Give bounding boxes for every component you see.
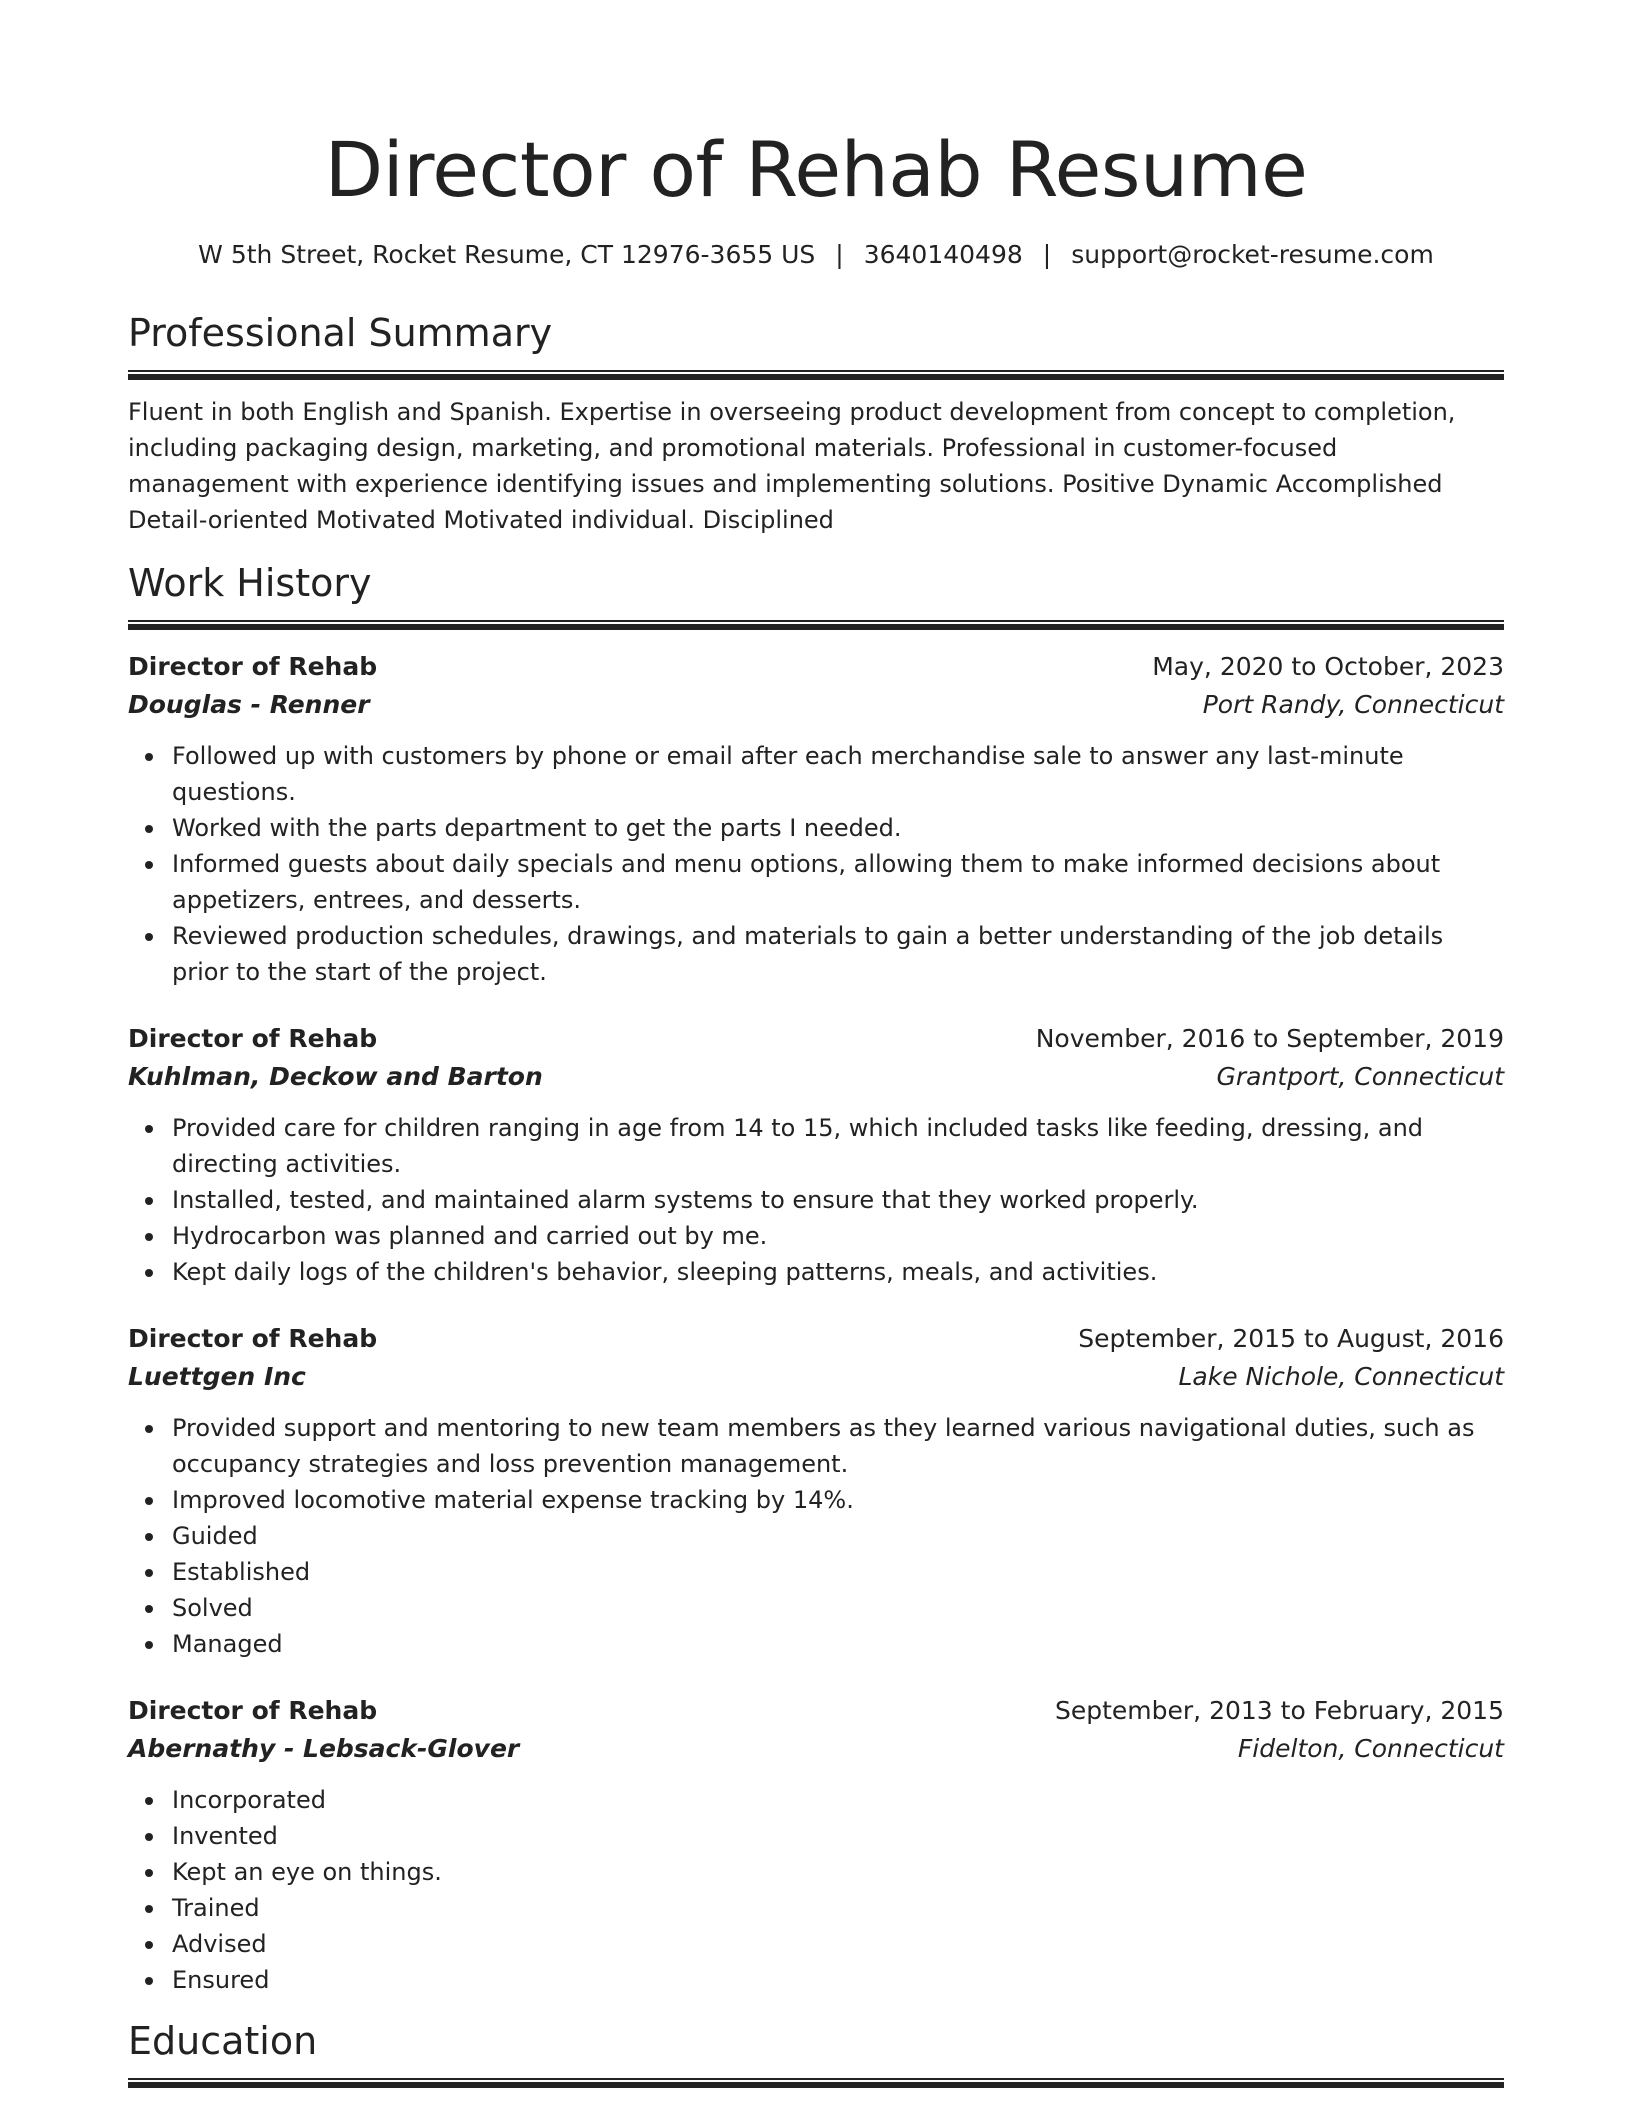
list-item: Invented — [172, 1818, 1504, 1854]
list-item: Reviewed production schedules, drawings, and materials to gain a better understanding of the job details prior to the start of the project. — [172, 918, 1504, 990]
job-company: Kuhlman, Deckow and Barton — [128, 1062, 543, 1091]
list-item: Followed up with customers by phone or email after each merchandise sale to answer any last-minute questions. — [172, 738, 1504, 810]
job-dates: May, 2020 to October, 2023 — [1152, 652, 1504, 681]
job-employer-row — [128, 1058, 1504, 1096]
contact-separator: | — [835, 240, 844, 269]
job-company: Luettgen Inc — [128, 1362, 306, 1391]
list-item: Kept an eye on things. — [172, 1854, 1504, 1890]
job-location: Lake Nichole, Connecticut — [1178, 1362, 1504, 1391]
job-title: Director of Rehab — [128, 1324, 378, 1353]
job-header-row — [128, 1020, 1504, 1058]
contact-address: W 5th Street, Rocket Resume, CT 12976-3655 US — [198, 240, 816, 269]
list-item: Installed, tested, and maintained alarm systems to ensure that they worked properly. — [172, 1182, 1504, 1218]
job-bullet-list — [128, 1782, 1504, 1998]
list-item: Guided — [172, 1518, 1504, 1554]
contact-email: support@rocket-resume.com — [1071, 240, 1434, 269]
job-title: Director of Rehab — [128, 1696, 378, 1725]
section-heading-summary: Professional Summary — [128, 311, 553, 355]
job-bullet-list — [128, 738, 1504, 990]
list-item: Established — [172, 1554, 1504, 1590]
education-section — [128, 2016, 1504, 2088]
list-item: Informed guests about daily specials and menu options, allowing them to make informed decisions about appetizers, entrees, and desserts. — [172, 846, 1504, 918]
section-heading-work-history: Work History — [128, 561, 372, 605]
section-divider — [128, 620, 1504, 630]
list-item: Provided support and mentoring to new team members as they learned various navigational duties, such as occupancy strategies and loss prevention management. — [172, 1410, 1504, 1482]
contact-info — [128, 238, 1504, 272]
job-dates: November, 2016 to September, 2019 — [1035, 1024, 1504, 1053]
professional-summary-section — [128, 308, 1504, 538]
section-divider — [128, 2078, 1504, 2088]
list-item: Managed — [172, 1626, 1504, 1662]
job-location: Port Randy, Connecticut — [1202, 690, 1504, 719]
job-location: Fidelton, Connecticut — [1237, 1734, 1504, 1763]
job-header-row — [128, 1320, 1504, 1358]
summary-text: Fluent in both English and Spanish. Expertise in overseeing product development from concept to completion, including packaging design, marketing, and promotional materials. Professional in customer-focused management with experience identifying issues and implementing solutions. Positive Dynamic Accomplished Detail-oriented Motivated Motivated individual. Disciplined — [128, 398, 1456, 534]
job-employer-row — [128, 686, 1504, 724]
job-entry — [128, 1692, 1504, 1998]
job-bullet-list — [128, 1410, 1504, 1662]
job-entry — [128, 1320, 1504, 1662]
job-bullet-list — [128, 1110, 1504, 1290]
job-location: Grantport, Connecticut — [1216, 1062, 1504, 1091]
list-item: Ensured — [172, 1962, 1504, 1998]
job-header-row — [128, 1692, 1504, 1730]
list-item: Kept daily logs of the children's behavior, sleeping patterns, meals, and activities. — [172, 1254, 1504, 1290]
list-item: Advised — [172, 1926, 1504, 1962]
list-item: Improved locomotive material expense tracking by 14%. — [172, 1482, 1504, 1518]
job-entry — [128, 648, 1504, 990]
job-title: Director of Rehab — [128, 1024, 378, 1053]
work-history-section — [128, 558, 1504, 1998]
list-item: Solved — [172, 1590, 1504, 1626]
job-employer-row — [128, 1730, 1504, 1768]
job-entry — [128, 1020, 1504, 1290]
list-item: Incorporated — [172, 1782, 1504, 1818]
job-company: Abernathy - Lebsack-Glover — [128, 1734, 520, 1763]
contact-phone: 3640140498 — [863, 240, 1023, 269]
job-dates: September, 2013 to February, 2015 — [1055, 1696, 1504, 1725]
job-title: Director of Rehab — [128, 652, 378, 681]
list-item: Hydrocarbon was planned and carried out by me. — [172, 1218, 1504, 1254]
job-employer-row — [128, 1358, 1504, 1396]
job-company: Douglas - Renner — [128, 690, 370, 719]
job-dates: September, 2015 to August, 2016 — [1078, 1324, 1504, 1353]
section-heading-education: Education — [128, 2019, 318, 2063]
list-item: Worked with the parts department to get the parts I needed. — [172, 810, 1504, 846]
page-title: Director of Rehab Resume — [324, 125, 1308, 214]
section-divider — [128, 370, 1504, 380]
job-header-row — [128, 648, 1504, 686]
contact-separator: | — [1042, 240, 1052, 269]
resume-page — [128, 120, 1504, 2088]
list-item: Provided care for children ranging in age from 14 to 15, which included tasks like feeding, dressing, and directing activities. — [172, 1110, 1504, 1182]
list-item: Trained — [172, 1890, 1504, 1926]
